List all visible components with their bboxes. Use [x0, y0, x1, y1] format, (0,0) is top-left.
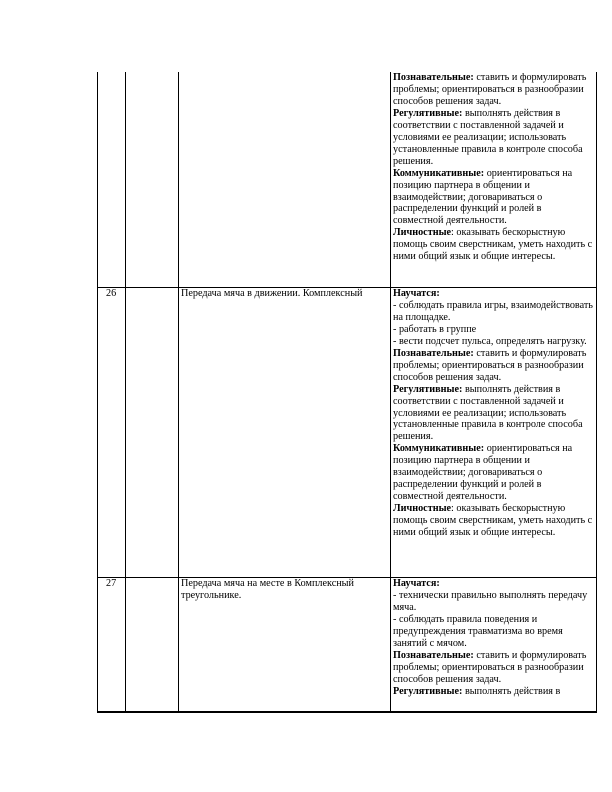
lesson-date-cell	[126, 72, 179, 288]
result-paragraph	[393, 168, 594, 228]
lesson-results-cell	[391, 578, 597, 713]
lesson-results-cell	[391, 288, 597, 578]
result-text: выполнять действия в соответствии с поставленной задачей и условиями ее реализации; использовать установленные правила в контроле способа решения.	[393, 383, 583, 443]
result-text: ориентироваться на позицию партнера в общении и взаимодействии; договариваться о распределении функций и ролей в совместной деятельности.	[393, 167, 573, 227]
lesson-number-cell: 26	[98, 288, 126, 578]
result-paragraph	[393, 288, 594, 300]
result-heading: Познавательные:	[393, 72, 474, 83]
result-paragraph	[393, 324, 594, 336]
result-heading: Коммуникативные:	[393, 443, 485, 455]
result-heading: Регулятивные:	[393, 685, 463, 697]
table-row	[98, 578, 597, 713]
lesson-topic-cell: Передача мяча в движении. Комплексный	[179, 288, 391, 578]
table-row	[98, 72, 597, 288]
result-text: - соблюдать правила игры, взаимодействовать на площадке.	[393, 299, 593, 323]
result-paragraph	[393, 227, 594, 263]
lesson-date-cell	[126, 288, 179, 578]
result-paragraph	[393, 614, 594, 650]
result-paragraph	[393, 348, 594, 384]
result-text: - технически правильно выполнять передачу мяча.	[393, 589, 588, 613]
result-paragraph	[393, 336, 594, 348]
result-text: ориентироваться на позицию партнера в общении и взаимодействии; договариваться о распределении функций и ролей в совместной деятельности.	[393, 443, 573, 503]
result-paragraph	[393, 384, 594, 444]
result-text: выполнять действия в	[462, 685, 561, 697]
result-heading: Коммуникативные:	[393, 167, 485, 179]
table-row	[98, 288, 597, 578]
result-paragraph	[393, 108, 594, 168]
result-paragraph	[393, 578, 594, 590]
result-text: выполнять действия в соответствии с поставленной задачей и условиями ее реализации; использовать установленные правила в контроле способа решения.	[393, 107, 583, 167]
result-text: - соблюдать правила поведения и предупреждения травматизма во время занятий с мячом.	[393, 613, 563, 649]
result-paragraph	[393, 503, 594, 539]
result-text: ставить и формулировать проблемы; ориентироваться в разнообразии способов решения задач.	[393, 649, 587, 685]
lesson-number-cell: 27	[98, 578, 126, 713]
result-text: : оказывать бескорыстную помощь своим сверстникам, уметь находить с ними общий язык и общие интересы.	[393, 227, 593, 263]
result-paragraph	[393, 443, 594, 503]
lesson-results-cell	[391, 72, 597, 288]
result-heading: Регулятивные:	[393, 383, 463, 395]
lesson-topic-cell	[179, 72, 391, 288]
result-heading: Личностные	[393, 227, 452, 239]
result-text: : оказывать бескорыстную помощь своим сверстникам, уметь находить с ними общий язык и общие интересы.	[393, 503, 593, 539]
result-paragraph	[393, 686, 594, 698]
result-paragraph	[393, 72, 594, 108]
result-heading: Познавательные:	[393, 347, 474, 359]
lesson-date-cell	[126, 578, 179, 713]
lesson-plan-table	[97, 72, 597, 713]
result-heading: Познавательные:	[393, 649, 474, 661]
result-paragraph	[393, 300, 594, 324]
lesson-topic-cell: Передача мяча на месте в Комплексный треугольнике.	[179, 578, 391, 713]
lesson-number-cell	[98, 72, 126, 288]
result-paragraph	[393, 650, 594, 686]
result-text: ставить и формулировать проблемы; ориентироваться в разнообразии способов решения задач.	[393, 347, 587, 383]
result-heading: Научатся:	[393, 288, 440, 299]
result-text: - вести подсчет пульса, определять нагрузку.	[393, 335, 587, 347]
result-heading: Регулятивные:	[393, 107, 463, 119]
result-text: ставить и формулировать проблемы; ориентироваться в разнообразии способов решения задач.	[393, 72, 587, 107]
result-paragraph	[393, 590, 594, 614]
result-heading: Личностные	[393, 503, 452, 515]
result-text: - работать в группе	[393, 323, 477, 335]
result-heading: Научатся:	[393, 578, 440, 589]
